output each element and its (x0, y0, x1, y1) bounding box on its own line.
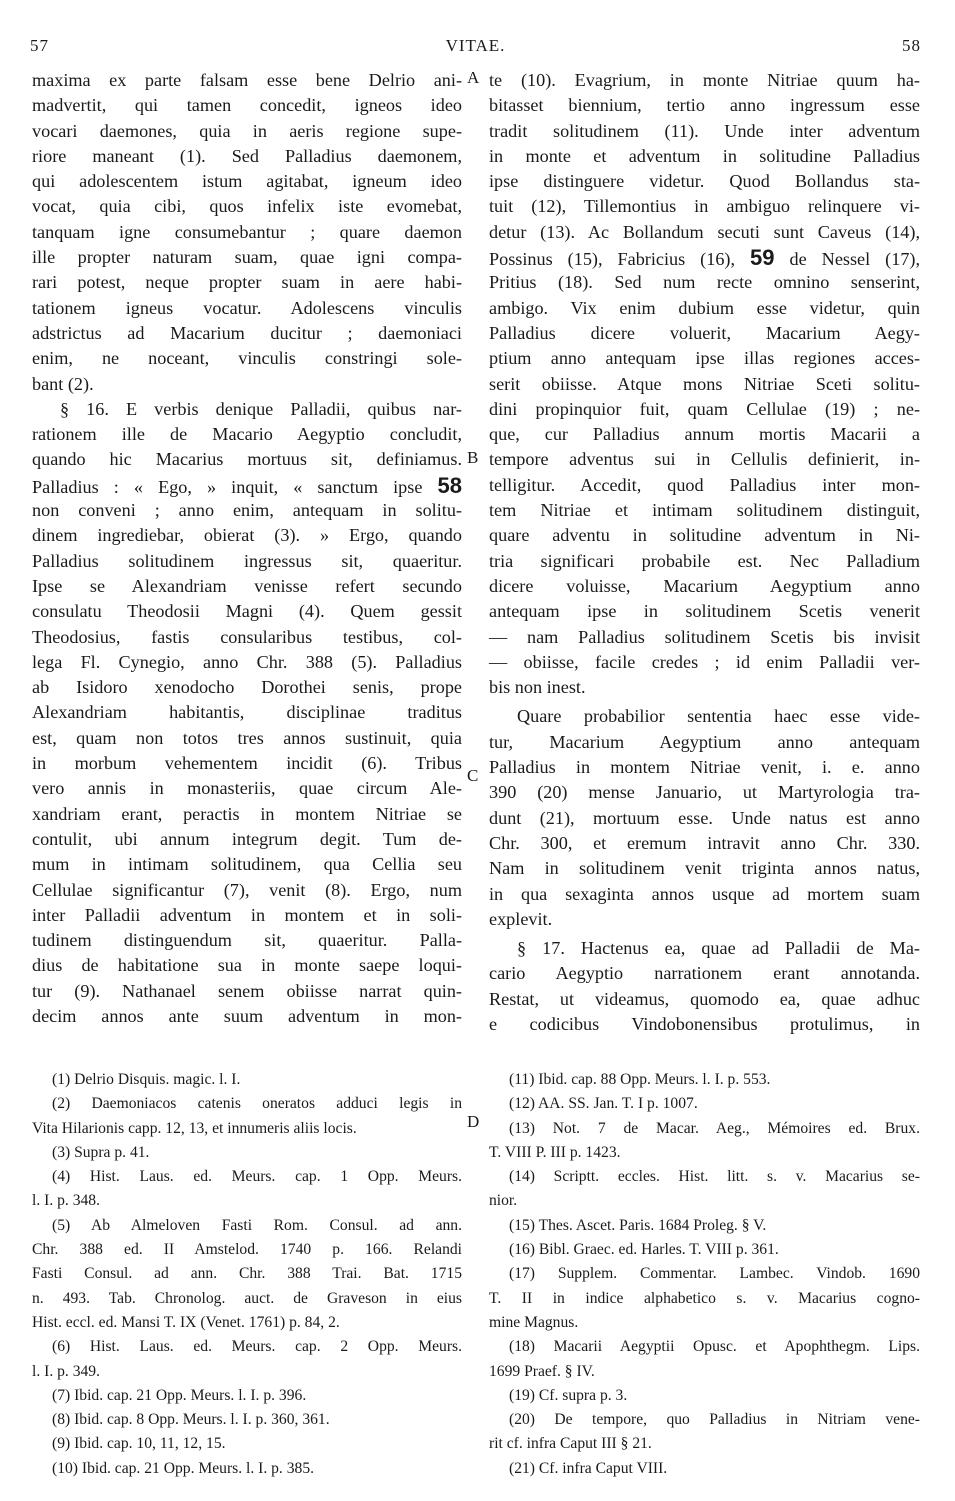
text-line: inter Palladii adventum in montem et in soli- (32, 904, 462, 925)
footnote-cont: rit cf. infra Caput III § 21. (489, 1435, 652, 1453)
footnote-cont: Hist. eccl. ed. Mansi T. IX (Venet. 1761) p. 84, 2. (32, 1313, 340, 1331)
text-line: tudinem distinguendum sit, quaeritur. Palla- (32, 930, 462, 951)
page-break-mark-59: 59 (750, 245, 775, 271)
text-line: tem Nitriae et intimam solitudinem distinguit, (489, 500, 920, 521)
footnote: (6) Hist. Laus. ed. Meurs. cap. 2 Opp. Meurs. (52, 1338, 462, 1356)
footnote: (21) Cf. infra Caput VIII. (509, 1459, 668, 1477)
margin-marker-a: A (467, 68, 480, 87)
footnote: (19) Cf. supra p. 3. (509, 1386, 628, 1404)
section-heading-17: § 17. Hactenus ea, quae ad Palladii de Ma- (517, 938, 920, 959)
text-line: Quare probabilior sententia haec esse vide- (517, 706, 920, 727)
text-line: ille propter naturam suam, quae igni compa- (32, 247, 462, 268)
page-number-left: 57 (30, 36, 49, 55)
text-line-with-page-mark (32, 473, 462, 498)
text-line: Cellulae significantur (7), venit (8). Ergo, num (32, 879, 462, 900)
footnote: (20) De tempore, quo Palladius in Nitriam vene- (509, 1411, 920, 1429)
text-line: Palladius in montem Nitriae venit, i. e. anno (489, 757, 920, 778)
footnote: (14) Scriptt. eccles. Hist. litt. s. v. Macarius se- (509, 1168, 920, 1186)
text-line: in qua sexaginta annos usque ad mortem suam (489, 883, 920, 904)
text-line: tur (9). Nathanael senem obiisse narrat quin- (32, 980, 462, 1001)
footnote: (10) Ibid. cap. 21 Opp. Meurs. l. I. p. 385. (52, 1459, 315, 1477)
text-line: quare adventu in solitudine adventum in Ni- (489, 525, 920, 546)
text-line: vocari daemones, quia in aeris regione supe- (32, 120, 462, 141)
text-line: dicere voluisse, Macarium Aegyptium anno (489, 575, 920, 596)
text-line: enim, ne noceant, vinculis constringi sole- (32, 348, 462, 369)
text-line: tempore adventus sui in Cellulis definierit, in- (489, 449, 920, 470)
text-line: ambigo. Vix enim dubium esse videtur, quin (489, 297, 920, 318)
footnote: (2) Daemoniacos catenis oneratos adduci legis in (52, 1095, 462, 1113)
footnote: (11) Ibid. cap. 88 Opp. Meurs. l. I. p. 553. (509, 1071, 771, 1088)
footnote: (13) Not. 7 de Macar. Aeg., Mémoires ed. Brux. (509, 1119, 920, 1137)
text-line: vocat, quia cibi, quos infelix iste evomebat, (32, 196, 462, 217)
text-line: antequam ipse in solitudinem Scetis venerit (489, 601, 920, 622)
text-line: tradit solitudinem (11). Unde inter adventum (489, 120, 920, 141)
text-line: bitasset biennium, tertio anno ingressum esse (489, 95, 920, 116)
text-line: est, quam non totos tres annos sustinuit, quia (32, 727, 462, 748)
text-line: bis non inest. (489, 677, 586, 698)
text-fragment: Possinus (15), Fabricius (16), (489, 249, 736, 270)
text-line: riore maneant (1). Sed Palladius daemonem, (32, 145, 462, 166)
text-line: dini propinquior fuit, quam Cellulae (19) ; ne- (489, 398, 920, 419)
running-title: VITAE. (445, 36, 506, 55)
margin-marker-b: B (467, 448, 479, 467)
footnote-cont: T. II in indice alphabetico s. v. Macarius cogno- (489, 1289, 920, 1307)
text-line: quando hic Macarius mortuus sit, definiamus. (32, 449, 462, 470)
section-heading-16: § 16. E verbis denique Palladii, quibus nar- (60, 398, 462, 419)
text-line: xandriam erant, peractis in montem Nitriae se (32, 803, 462, 824)
text-line: que, cur Palladius annum mortis Macarii a (489, 424, 920, 445)
footnote: (7) Ibid. cap. 21 Opp. Meurs. l. I. p. 396. (52, 1386, 307, 1404)
text-line: ipse distinguere videtur. Quod Bollandus sta- (489, 171, 920, 192)
footnote: (17) Supplem. Commentar. Lambec. Vindob. 1690 (509, 1265, 920, 1283)
footnote-cont: T. VIII P. III p. 1423. (489, 1143, 621, 1161)
text-line: ab Isidoro xenodocho Dorothei senis, prope (32, 677, 462, 698)
text-line: contulit, ubi annum integrum degit. Tum de- (32, 828, 462, 849)
text-line: telligitur. Accedit, quod Palladius inter mon- (489, 474, 920, 495)
text-line: mum in intimam solitudinem, qua Cellia seu (32, 854, 462, 875)
text-line: qui adolescentem istum agitabat, igneum ideo (32, 171, 462, 192)
margin-marker-c: C (467, 766, 479, 785)
footnote-cont: nior. (489, 1192, 518, 1210)
text-line: Restat, ut videamus, quomodo ea, quae adhuc (489, 988, 920, 1009)
text-line: Palladius dicere voluerit, Macarium Aegy- (489, 322, 920, 343)
text-line: rationem ille de Macario Aegyptio concludit, (32, 424, 462, 445)
footnote-cont: l. I. p. 348. (32, 1192, 101, 1210)
page-number-right: 58 (902, 36, 921, 55)
margin-marker-d: D (467, 1112, 480, 1131)
footnote: (1) Delrio Disquis. magic. l. I. (52, 1071, 241, 1088)
text-line: tuit (12), Tillemontius in ambiguo relinquere vi- (489, 196, 920, 217)
text-line: Ipse se Alexandriam venisse refert secundo (32, 575, 462, 596)
footnote: (16) Bibl. Graec. ed. Harles. T. VIII p. 361. (509, 1241, 779, 1259)
text-line: — obiisse, facile credes ; id enim Palladii ver- (489, 651, 920, 672)
text-line: non conveni ; anno enim, antequam in solitu- (32, 500, 462, 521)
footnotes-right (489, 1068, 920, 1481)
text-line: tationem igneus vocatur. Adolescens vinculis (32, 297, 462, 318)
footnote-cont: 1699 Praef. § IV. (489, 1362, 595, 1380)
text-line: — nam Palladius solitudinem Scetis bis invisit (489, 626, 920, 647)
text-fragment: Palladius : « Ego, » inquit, « sanctum ipse (32, 476, 423, 497)
footnote-cont: l. I. p. 349. (32, 1362, 101, 1380)
text-line: tanquam igne consumebantur ; quare daemon (32, 221, 462, 242)
text-line: detur (13). Ac Bollandum secuti sunt Caveus (14), (489, 221, 920, 242)
footnote: (12) AA. SS. Jan. T. I p. 1007. (509, 1095, 698, 1113)
text-line: e codicibus Vindobonensibus protulimus, in (489, 1013, 920, 1034)
text-line: Nam in solitudinem venit triginta annos natus, (489, 858, 920, 879)
text-line: lega Fl. Cynegio, anno Chr. 388 (5). Palladius (32, 651, 462, 672)
text-line: Pritius (18). Sed num recte omnino senserint, (489, 272, 920, 293)
text-line: consulatu Theodosii Magni (4). Quem gessit (32, 601, 462, 622)
page-break-mark-58: 58 (437, 472, 463, 498)
text-line: decim annos ante suum adventum in mon- (32, 1005, 462, 1026)
text-line: cario Aegyptio narrationem erant annotanda. (489, 963, 920, 984)
text-line: tur, Macarium Aegyptium anno antequam (489, 731, 920, 752)
text-line: dunt (21), mortuum esse. Unde natus est anno (489, 807, 920, 828)
text-line: dius de habitatione sua in monte saepe loqui- (32, 955, 462, 976)
text-line: madvertit, qui tamen concedit, igneos ideo (32, 95, 462, 116)
footnote: (18) Macarii Aegyptii Opusc. et Apophthegm. Lips. (509, 1338, 920, 1356)
text-line: explevit. (489, 908, 553, 929)
text-line: ptium anno antequam ipse illas regiones acces- (489, 348, 920, 369)
text-line-with-page-mark (489, 245, 920, 270)
text-line: vero annis in monasteriis, quae circum Ale- (32, 778, 462, 799)
footnote-cont: Vita Hilarionis capp. 12, 13, et innumeris aliis locis. (32, 1119, 357, 1137)
text-line: adstrictus ad Macarium ducitur ; daemoniaci (32, 322, 462, 343)
text-line: maxima ex parte falsam esse bene Delrio ani- (32, 70, 462, 90)
text-line: Alexandriam habitantis, disciplinae traditus (32, 702, 462, 723)
text-line: rari potest, neque propter suam in aere habi- (32, 272, 462, 293)
text-line: 390 (20) mense Januario, ut Martyrologia tra- (489, 782, 920, 803)
footnote-cont: Chr. 388 ed. II Amstelod. 1740 p. 166. Relandi (32, 1241, 462, 1259)
text-line: te (10). Evagrium, in monte Nitriae quum ha- (489, 70, 920, 90)
text-line: bant (2). (32, 373, 94, 394)
footnotes-left (32, 1068, 462, 1481)
text-line: serit obiisse. Atque mons Nitriae Sceti solitu- (489, 373, 920, 394)
footnote: (4) Hist. Laus. ed. Meurs. cap. 1 Opp. Meurs. (52, 1168, 462, 1186)
footnote: (5) Ab Almeloven Fasti Rom. Consul. ad ann. (52, 1216, 462, 1234)
text-column-left (32, 68, 462, 1029)
footnote: (3) Supra p. 41. (52, 1143, 150, 1161)
text-fragment: de Nessel (17), (789, 249, 921, 270)
text-line: in monte et adventum in solitudine Palladius (489, 145, 920, 166)
footnote: (15) Thes. Ascet. Paris. 1684 Proleg. § V. (509, 1216, 767, 1234)
footnote: (8) Ibid. cap. 8 Opp. Meurs. l. I. p. 360, 361. (52, 1411, 330, 1429)
footnote-cont: mine Magnus. (489, 1313, 579, 1331)
footnote-cont: n. 493. Tab. Chronolog. auct. de Graveson in eius (32, 1289, 462, 1307)
footnote: (9) Ibid. cap. 10, 11, 12, 15. (52, 1435, 226, 1453)
running-header (30, 36, 921, 60)
text-line: Theodosius, fastis consularibus testibus, col- (32, 626, 462, 647)
text-line: dinem ingrediebar, obierat (3). » Ergo, quando (32, 525, 462, 546)
text-line: Palladius solitudinem ingressus sit, quaeritur. (32, 550, 462, 571)
text-line: tria significari probabile est. Nec Palladium (489, 550, 920, 571)
footnote-cont: Fasti Consul. ad ann. Chr. 388 Trai. Bat. 1715 (32, 1265, 462, 1283)
text-line: Chr. 300, et eremum intravit anno Chr. 330. (489, 832, 920, 853)
text-column-right (489, 68, 920, 1037)
text-line: in morbum vehementem incidit (6). Tribus (32, 753, 462, 774)
